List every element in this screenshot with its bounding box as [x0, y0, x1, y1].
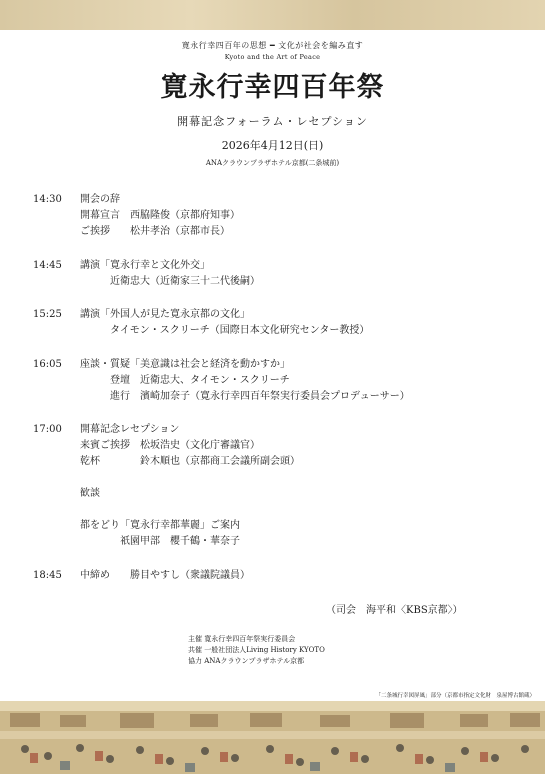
organizer-cohost: 共催 一般社団法人Living History KYOTO — [188, 646, 325, 654]
program-line: ご挨拶 松井孝治（京都市長） — [80, 226, 230, 237]
program-line: 歓談 — [80, 488, 100, 499]
program-line — [80, 502, 533, 518]
venue: ANAクラウンプラザホテル京都(二条城前) — [205, 159, 340, 167]
program-line: 都をどり「寛永行幸都華麗」ご案内 — [80, 520, 240, 531]
program-line: 来賓ご挨拶 松坂浩史（文化庁審議官） — [80, 440, 260, 451]
organizers — [188, 634, 325, 667]
moderator: （司会 海平和〈KBS京都〉） — [326, 605, 463, 616]
program-item — [33, 422, 533, 550]
organizer-host: 主催 寛永行幸四百年祭実行委員会 — [188, 635, 296, 643]
program-line: 登壇 近衛忠大、タイモン・スクリーチ — [80, 374, 290, 386]
event-date: 2026年4月12日(日) — [221, 139, 324, 152]
program-line: 講演「外国人が見た寛永京都の文化」 — [80, 309, 250, 320]
gold-header-band — [0, 0, 545, 30]
program-time: 18:45 — [33, 569, 62, 581]
program-line — [80, 470, 533, 486]
page-title: 寛永行幸四百年祭 — [160, 72, 385, 103]
program-line: 開幕宣言 西脇隆俊（京都府知事） — [80, 210, 240, 221]
forum-title: 開幕記念フォーラム・レセプション — [177, 115, 368, 128]
program-line: 開会の辞 — [80, 194, 120, 205]
program-item — [33, 192, 533, 240]
program-time: 14:30 — [33, 194, 62, 205]
program-line: 中締め 勝目やすし（衆議院議員） — [80, 569, 250, 581]
program-time: 15:25 — [33, 309, 62, 320]
program-line: 進行 濱崎加奈子（寛永行幸四百年祭実行委員会プロデューサー） — [80, 390, 410, 402]
subtitle-jp: 寛永行幸四百年の思想 ━ 文化が社会を編み直す — [181, 41, 364, 50]
image-credit: 「二条城行幸図屏風」部分（京都市指定文化財 泉屋博古館蔵） — [375, 693, 535, 699]
program-line: 講演「寛永行幸と文化外交」 — [80, 259, 210, 271]
header — [0, 40, 545, 168]
program-line: 乾杯 鈴木順也（京都商工会議所副会頭） — [80, 456, 300, 467]
program-item — [33, 357, 533, 405]
program-item — [33, 258, 533, 290]
program-item — [33, 568, 533, 584]
subtitle-en: Kyoto and the Art of Peace — [224, 53, 321, 61]
program-line: 近衛忠大（近衛家三十二代後嗣） — [80, 275, 260, 287]
program-line: 開幕記念レセプション — [80, 424, 180, 435]
program-time: 17:00 — [33, 424, 62, 435]
organizer-support: 協力 ANAクラウンプラザホテル京都 — [188, 657, 305, 665]
program-schedule — [33, 192, 533, 601]
program-item — [33, 307, 533, 339]
program-time: 14:45 — [33, 259, 62, 271]
program-line: 座談・質疑「美意識は社会と経済を動かすか」 — [80, 358, 290, 370]
folding-screen-painting — [0, 701, 545, 774]
program-time: 16:05 — [33, 358, 62, 370]
program-line: 祇園甲部 櫻千鶴・華奈子 — [80, 536, 240, 547]
program-line: タイモン・スクリーチ（国際日本文化研究センター教授） — [80, 325, 370, 336]
